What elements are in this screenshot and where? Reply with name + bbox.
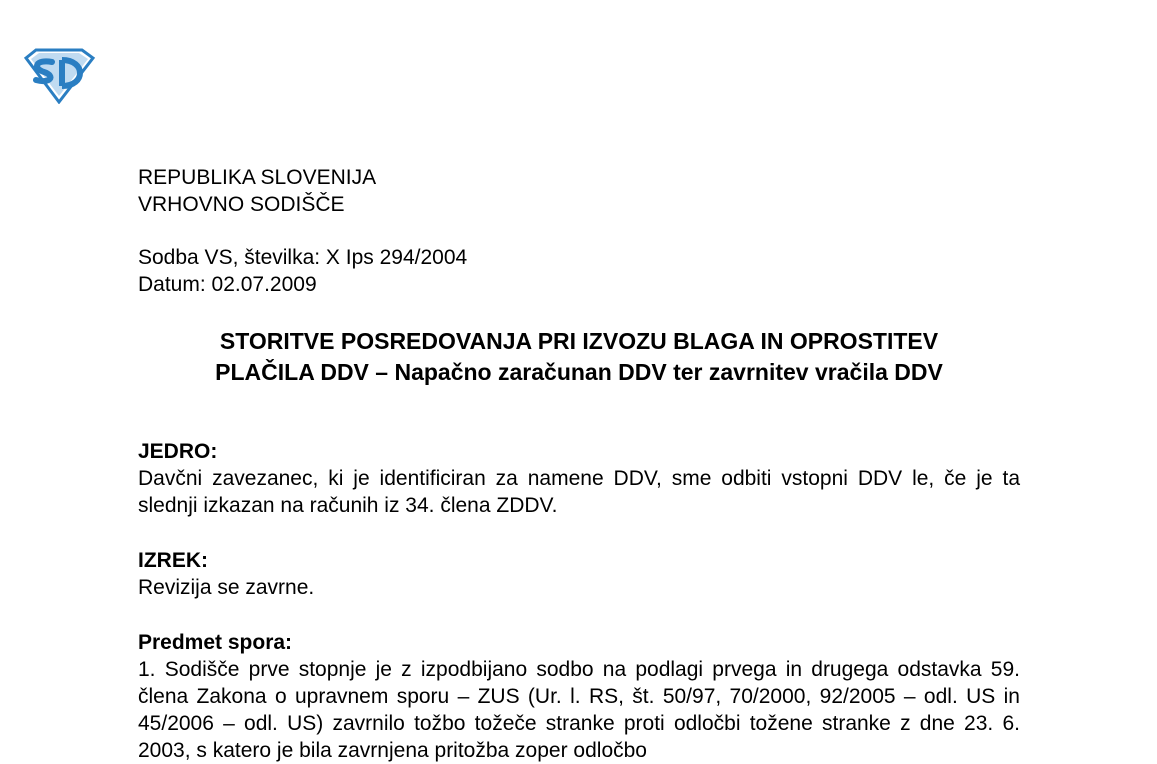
jedro-text: Davčni zavezanec, ki je identificiran za namene DDV, sme odbiti vstopni DDV le, če je ta slednji izkazan na računih iz 34. člena ZDDV. [138,467,1020,517]
jedro-label: JEDRO: [138,440,218,463]
court-name: VRHOVNO SODIŠČE [138,193,345,216]
predmet-label: Predmet spora: [138,631,293,654]
document-body [138,164,1020,764]
document-title [138,326,1020,388]
title-line-2: PLAČILA DDV – Napačno zaračunan DDV ter zavrnitev vračila DDV [215,359,943,385]
predmet-text: 1. Sodišče prve stopnje je z izpodbijano sodbo na podlagi prvega in drugega odstavka 59. člena Zakona o upravnem sporu – ZUS (Ur. l. RS, št. 50/97, 70/2000, 92/2005 – odl. US in 45/2006 – odl. US) zavrnilo tožbo tožeče stranke proti odločbi tožene stranke z dne 23. 6. 2003, s katero je bila zavrnjena pritožba zoper odločbo [138,658,1020,762]
case-number: Sodba VS, številka: X Ips 294/2004 [138,246,468,269]
jedro-section [138,438,1020,519]
izrek-label: IZREK: [138,549,208,572]
izrek-section [138,547,1020,601]
court-country: REPUBLIKA SLOVENIJA [138,166,377,189]
title-line-1: STORITVE POSREDOVANJA PRI IZVOZU BLAGA IN OPROSTITEV [219,328,939,354]
izrek-text: Revizija se zavrne. [138,576,315,599]
sd-logo-icon [22,46,96,104]
case-date: Datum: 02.07.2009 [138,273,317,296]
predmet-section [138,629,1020,764]
